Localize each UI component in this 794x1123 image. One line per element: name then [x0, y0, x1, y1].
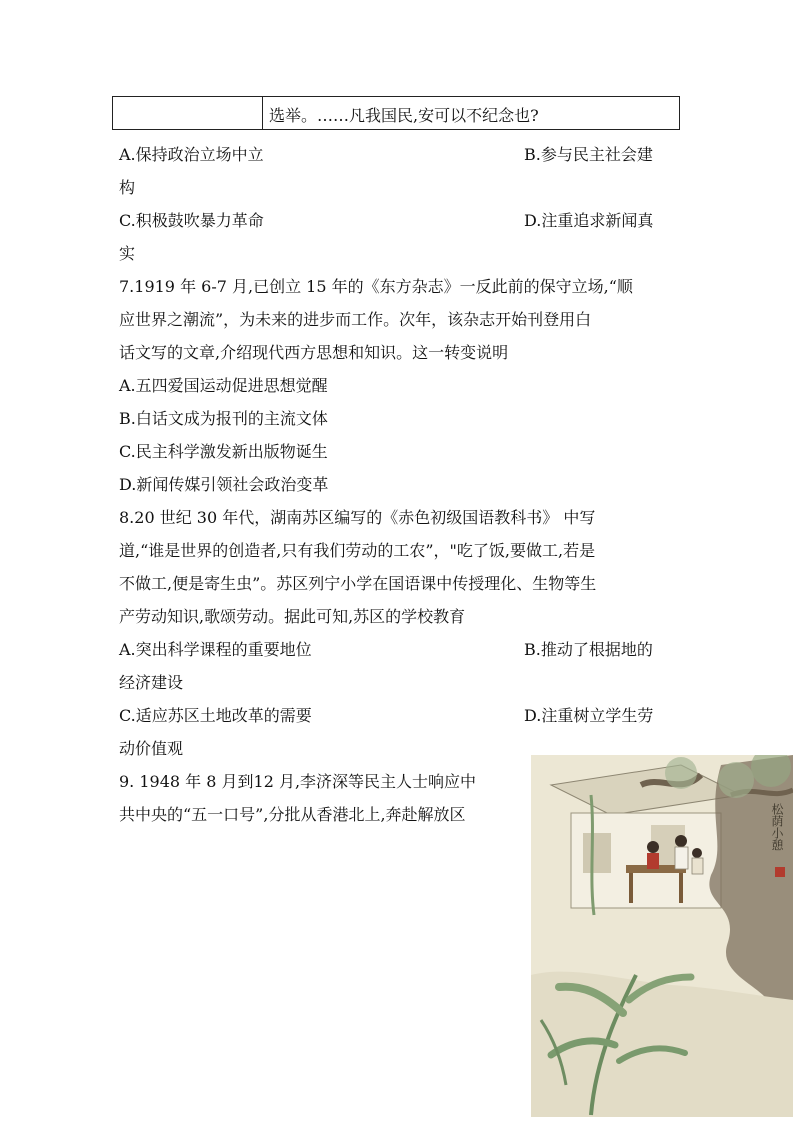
- quote-table: [112, 96, 680, 130]
- q6-option-d: D.注重追求新闻真: [524, 211, 654, 230]
- q7-option-d: D.新闻传媒引领社会政治变革: [119, 475, 329, 494]
- q7-option-b: B.白话文成为报刊的主流文体: [119, 409, 328, 428]
- q8-option-d: D.注重树立学生劳: [524, 706, 654, 725]
- table-divider: [262, 97, 263, 129]
- q6-option-c: C.积极鼓吹暴力革命: [119, 211, 264, 230]
- q8-option-d-cont: 动价值观: [119, 739, 184, 758]
- painting-title-glyphs: 松荫小憩: [770, 803, 784, 851]
- q8-option-a: A.突出科学课程的重要地位: [119, 640, 312, 659]
- painting-illustration: [531, 755, 793, 1117]
- q6-option-b-cont: 构: [119, 178, 136, 197]
- table-cell-text: 选举。……凡我国民,安可以不纪念也?: [269, 106, 539, 125]
- q8-option-c: C.适应苏区土地改革的需要: [119, 706, 312, 725]
- q8-option-b: B.推动了根据地的: [524, 640, 653, 659]
- q9-stem-line1: 9. 1948 年 8 月到12 月,李济深等民主人士响应中: [119, 772, 477, 791]
- ink-painting-image: [531, 755, 793, 1117]
- q7-option-c: C.民主科学激发新出版物诞生: [119, 442, 328, 461]
- q6-option-d-cont: 实: [119, 244, 136, 263]
- q8-option-b-cont: 经济建设: [119, 673, 184, 692]
- q8-stem-line4: 产劳动知识,歌颂劳动。据此可知,苏区的学校教育: [119, 607, 466, 626]
- q7-stem-line3: 话文写的文章,介绍现代西方思想和知识。这一转变说明: [119, 343, 509, 362]
- q7-stem-line1: 7.1919 年 6-7 月,已创立 15 年的《东方杂志》一反此前的保守立场,“顺: [119, 277, 633, 296]
- q8-stem-line3: 不做工,便是寄生虫”。苏区列宁小学在国语课中传授理化、生物等生: [119, 574, 597, 593]
- q9-stem-line2: 共中央的“五一口号”,分批从香港北上,奔赴解放区: [119, 805, 466, 824]
- q8-stem-line1: 8.20 世纪 30 年代，湖南苏区编写的《赤色初级国语教科书》 中写: [119, 508, 596, 527]
- q8-stem-line2: 道,“谁是世界的创造者,只有我们劳动的工农”，"吃了饭,要做工,若是: [119, 541, 596, 560]
- q6-option-b: B.参与民主社会建: [524, 145, 653, 164]
- q7-option-a: A.五四爱国运动促进思想觉醒: [119, 376, 328, 395]
- q6-option-a: A.保持政治立场中立: [119, 145, 264, 164]
- q7-stem-line2: 应世界之潮流”，为未来的进步而工作。次年，该杂志开始刊登用白: [119, 310, 592, 329]
